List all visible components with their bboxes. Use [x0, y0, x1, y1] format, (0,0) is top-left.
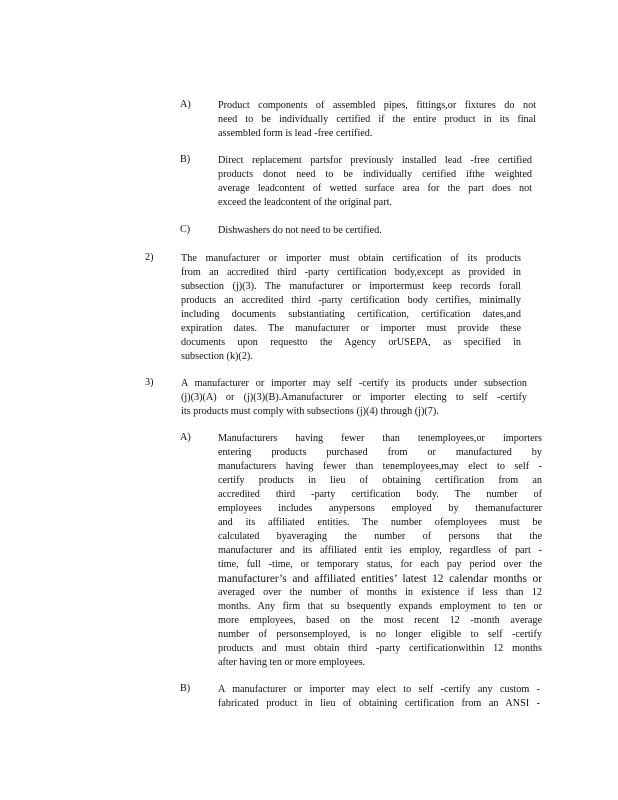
text-line: accredited third -party certification body. The number of	[218, 489, 542, 500]
text-line: calculated byaveraging the number of persons that the	[218, 531, 542, 542]
text-line: its products must comply with subsections (j)(4) through (j)(7).	[181, 406, 439, 417]
text-line: (j)(3)(A) or (j)(3)(B).Amanufacturer or importer electing to self -certify	[181, 392, 527, 403]
text-line: Direct replacement partsfor previously installed lead -free certified	[218, 155, 532, 166]
text-line: A manufacturer or importer may self -certify its products under subsection	[181, 378, 527, 389]
item-marker: A)	[180, 99, 191, 110]
item-marker: 2)	[145, 252, 154, 263]
item-marker: 3)	[145, 377, 154, 388]
item-text	[218, 224, 418, 238]
text-line: need to be individually certified if the entire product in its final	[218, 114, 536, 125]
text-line: subsection (k)(2).	[181, 351, 253, 362]
item-text	[218, 99, 536, 141]
text-line: certify products in lieu of obtaining certification from an	[218, 475, 542, 486]
text-line: average leadcontent of wetted surface area for the part does not	[218, 183, 532, 194]
text-line: number of personsemployed, is no longer eligible to self -certify	[218, 629, 542, 640]
text-line: products and must obtain third -party certificationwithin 12 months	[218, 643, 542, 654]
text-line: documents upon requestto the Agency orUSEPA, as specified in	[181, 337, 521, 348]
item-text	[181, 252, 521, 364]
text-line: A manufacturer or importer may elect to self -certify any custom -	[218, 684, 540, 695]
text-line: expiration dates. The manufacturer or importer must provide these	[181, 323, 521, 334]
text-line: Product components of assembled pipes, fittings,or fixtures do not	[218, 100, 536, 111]
item-marker: B)	[180, 683, 191, 694]
text-line: products donot need to be individually certified ifthe weighted	[218, 169, 532, 180]
text-line: Dishwashers do not need to be certified.	[218, 225, 382, 236]
item-marker: C)	[180, 224, 191, 235]
text-line: products an accredited third -party certification body certifies, minimally	[181, 295, 521, 306]
text-line: employees includes anypersons employed by themanufacturer	[218, 503, 542, 514]
text-line: time, full -time, or temporary status, for each pay period over the	[218, 559, 542, 570]
text-line: exceed the leadcontent of the original part.	[218, 197, 392, 208]
text-line: assembled form is lead -free certified.	[218, 128, 373, 139]
item-marker: A)	[180, 432, 191, 443]
text-line: The manufacturer or importer must obtain certification of its products	[181, 253, 521, 264]
text-line: manufacturers having fewer than tenemployees,may elect to self -	[218, 461, 542, 472]
text-line: fabricated product in lieu of obtaining certification from an ANSI -	[218, 698, 540, 709]
text-line: subsection (j)(3). The manufacturer or importermust keep records forall	[181, 281, 521, 292]
text-line: and its affiliated entities. The number ofemployees must be	[218, 517, 542, 528]
text-line: Manufacturers having fewer than tenemployees,or importers	[218, 433, 542, 444]
item-text	[218, 683, 540, 711]
item-text	[218, 432, 542, 670]
item-text	[218, 154, 532, 210]
item-marker: B)	[180, 154, 191, 165]
text-line: manufacturer and its affiliated entit ies employ, regardless of part -	[218, 545, 542, 556]
text-line: from an accredited third -party certification body,except as provided in	[181, 267, 521, 278]
text-line: more employees, based on the most recent 12 -month average	[218, 615, 542, 626]
text-line: manufacturer’s and affiliated entities’ latest 12 calendar months or	[218, 573, 542, 585]
text-line: after having ten or more employees.	[218, 657, 366, 668]
text-line: including documents substantiating certification, certification dates,and	[181, 309, 521, 320]
item-text	[181, 377, 527, 419]
text-line: months. Any firm that su bsequently expands employment to ten or	[218, 601, 542, 612]
text-line: averaged over the number of months in existence if less than 12	[218, 587, 542, 598]
text-line: entering products purchased from or manufactured by	[218, 447, 542, 458]
